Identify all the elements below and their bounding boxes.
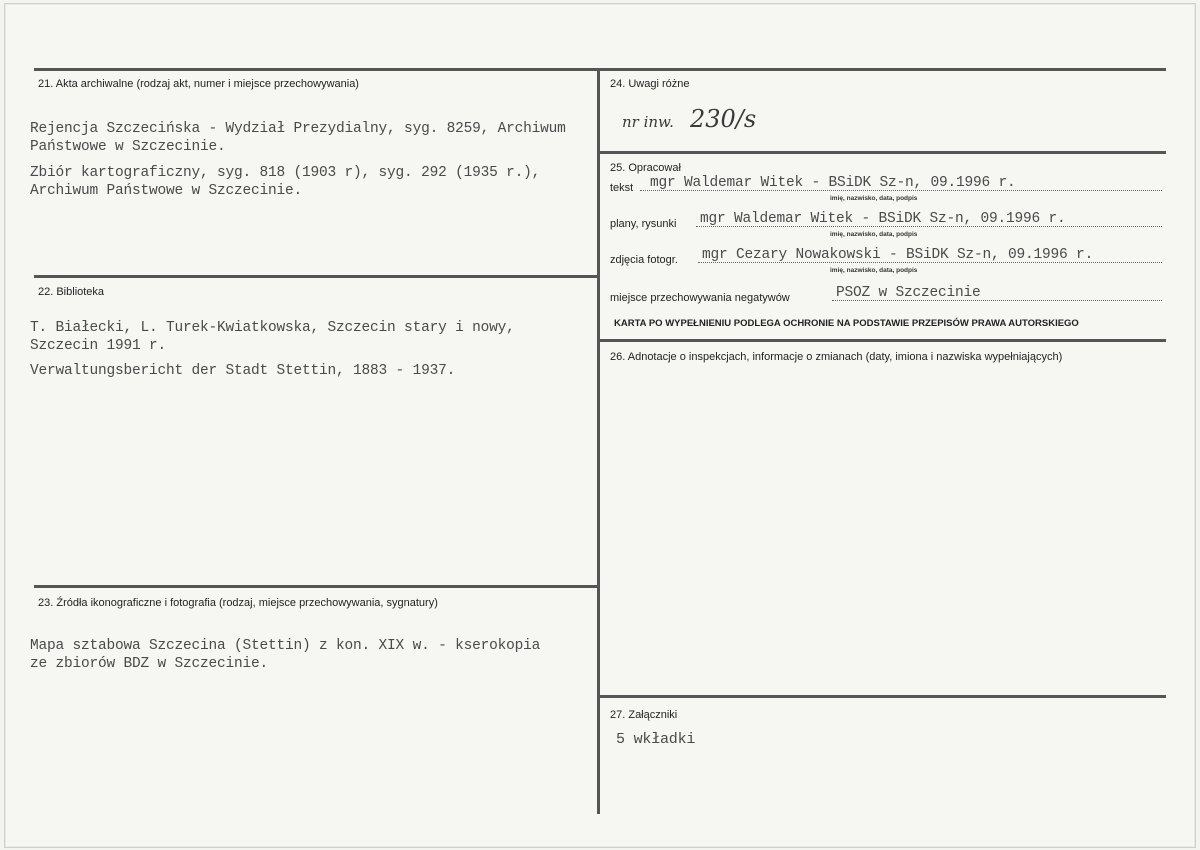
s25-negatywy-label: miejsce przechowywania negatywów: [610, 292, 790, 304]
s21-line-3: Zbiór kartograficzny, syg. 818 (1903 r), syg. 292 (1935 r.),: [30, 165, 541, 181]
rule-s27-top: [600, 695, 1166, 698]
s25-plany-caption: imię, nazwisko, data, podpis: [830, 231, 918, 238]
s27-value: 5 wkładki: [616, 731, 696, 748]
s22-line-2: Szczecin 1991 r.: [30, 338, 167, 354]
rule-s26-top: [600, 339, 1166, 342]
rule-center-vertical: [597, 68, 600, 814]
s25-label: 25. Opracował: [610, 162, 681, 174]
s25-zdjecia-caption: imię, nazwisko, data, podpis: [830, 267, 918, 274]
s24-handwritten-number: 230/s: [690, 105, 757, 133]
s21-label: 21. Akta archiwalne (rodzaj akt, numer i miejsce przechowywania): [38, 78, 359, 90]
s22-line-1: T. Białecki, L. Turek-Kwiatkowska, Szczecin stary i nowy,: [30, 320, 515, 336]
s23-line-1: Mapa sztabowa Szczecina (Stettin) z kon. XIX w. - kserokopia: [30, 638, 541, 654]
s25-negatywy-value: PSOZ w Szczecinie: [836, 285, 981, 301]
s23-line-2: ze zbiorów BDZ w Szczecinie.: [30, 656, 269, 672]
s25-plany-label: plany, rysunki: [610, 218, 677, 230]
s23-label: 23. Źródła ikonograficzne i fotografia (rodzaj, miejsce przechowywania, sygnatury): [38, 597, 438, 609]
s21-line-2: Państwowe w Szczecinie.: [30, 139, 226, 155]
rule-s23-top: [34, 585, 598, 588]
s24-label: 24. Uwagi różne: [610, 78, 690, 90]
rule-top-left: [34, 68, 598, 71]
s21-line-1: Rejencja Szczecińska - Wydział Prezydialny, syg. 8259, Archiwum: [30, 121, 566, 137]
s22-label: 22. Biblioteka: [38, 286, 105, 298]
s22-line-3: Verwaltungsbericht der Stadt Stettin, 1883 - 1937.: [30, 363, 456, 379]
s26-label: 26. Adnotacje o inspekcjach, informacje o zmianach (daty, imiona i nazwiska wypełniających): [610, 351, 1063, 363]
s25-zdjecia-value: mgr Cezary Nowakowski - BSiDK Sz-n, 09.1996 r.: [702, 247, 1094, 263]
rule-s22-top: [34, 275, 598, 278]
s21-line-4: Archiwum Państwowe w Szczecinie.: [30, 183, 303, 199]
s24-handwritten-prefix: nr inw.: [622, 113, 674, 131]
s25-tekst-value: mgr Waldemar Witek - BSiDK Sz-n, 09.1996 r.: [650, 175, 1016, 191]
s25-zdjecia-label: zdjęcia fotogr.: [610, 254, 678, 266]
s25-tekst-caption: imię, nazwisko, data, podpis: [830, 195, 918, 202]
rule-top-right: [600, 68, 1166, 71]
s25-copyright-note: KARTA PO WYPEŁNIENIU PODLEGA OCHRONIE NA PODSTAWIE PRZEPISÓW PRAWA AUTORSKIEGO: [614, 318, 1079, 329]
s27-label: 27. Załączniki: [610, 709, 678, 721]
s25-plany-value: mgr Waldemar Witek - BSiDK Sz-n, 09.1996 r.: [700, 211, 1066, 227]
s25-tekst-label: tekst: [610, 182, 634, 194]
rule-s25-top: [600, 151, 1166, 154]
